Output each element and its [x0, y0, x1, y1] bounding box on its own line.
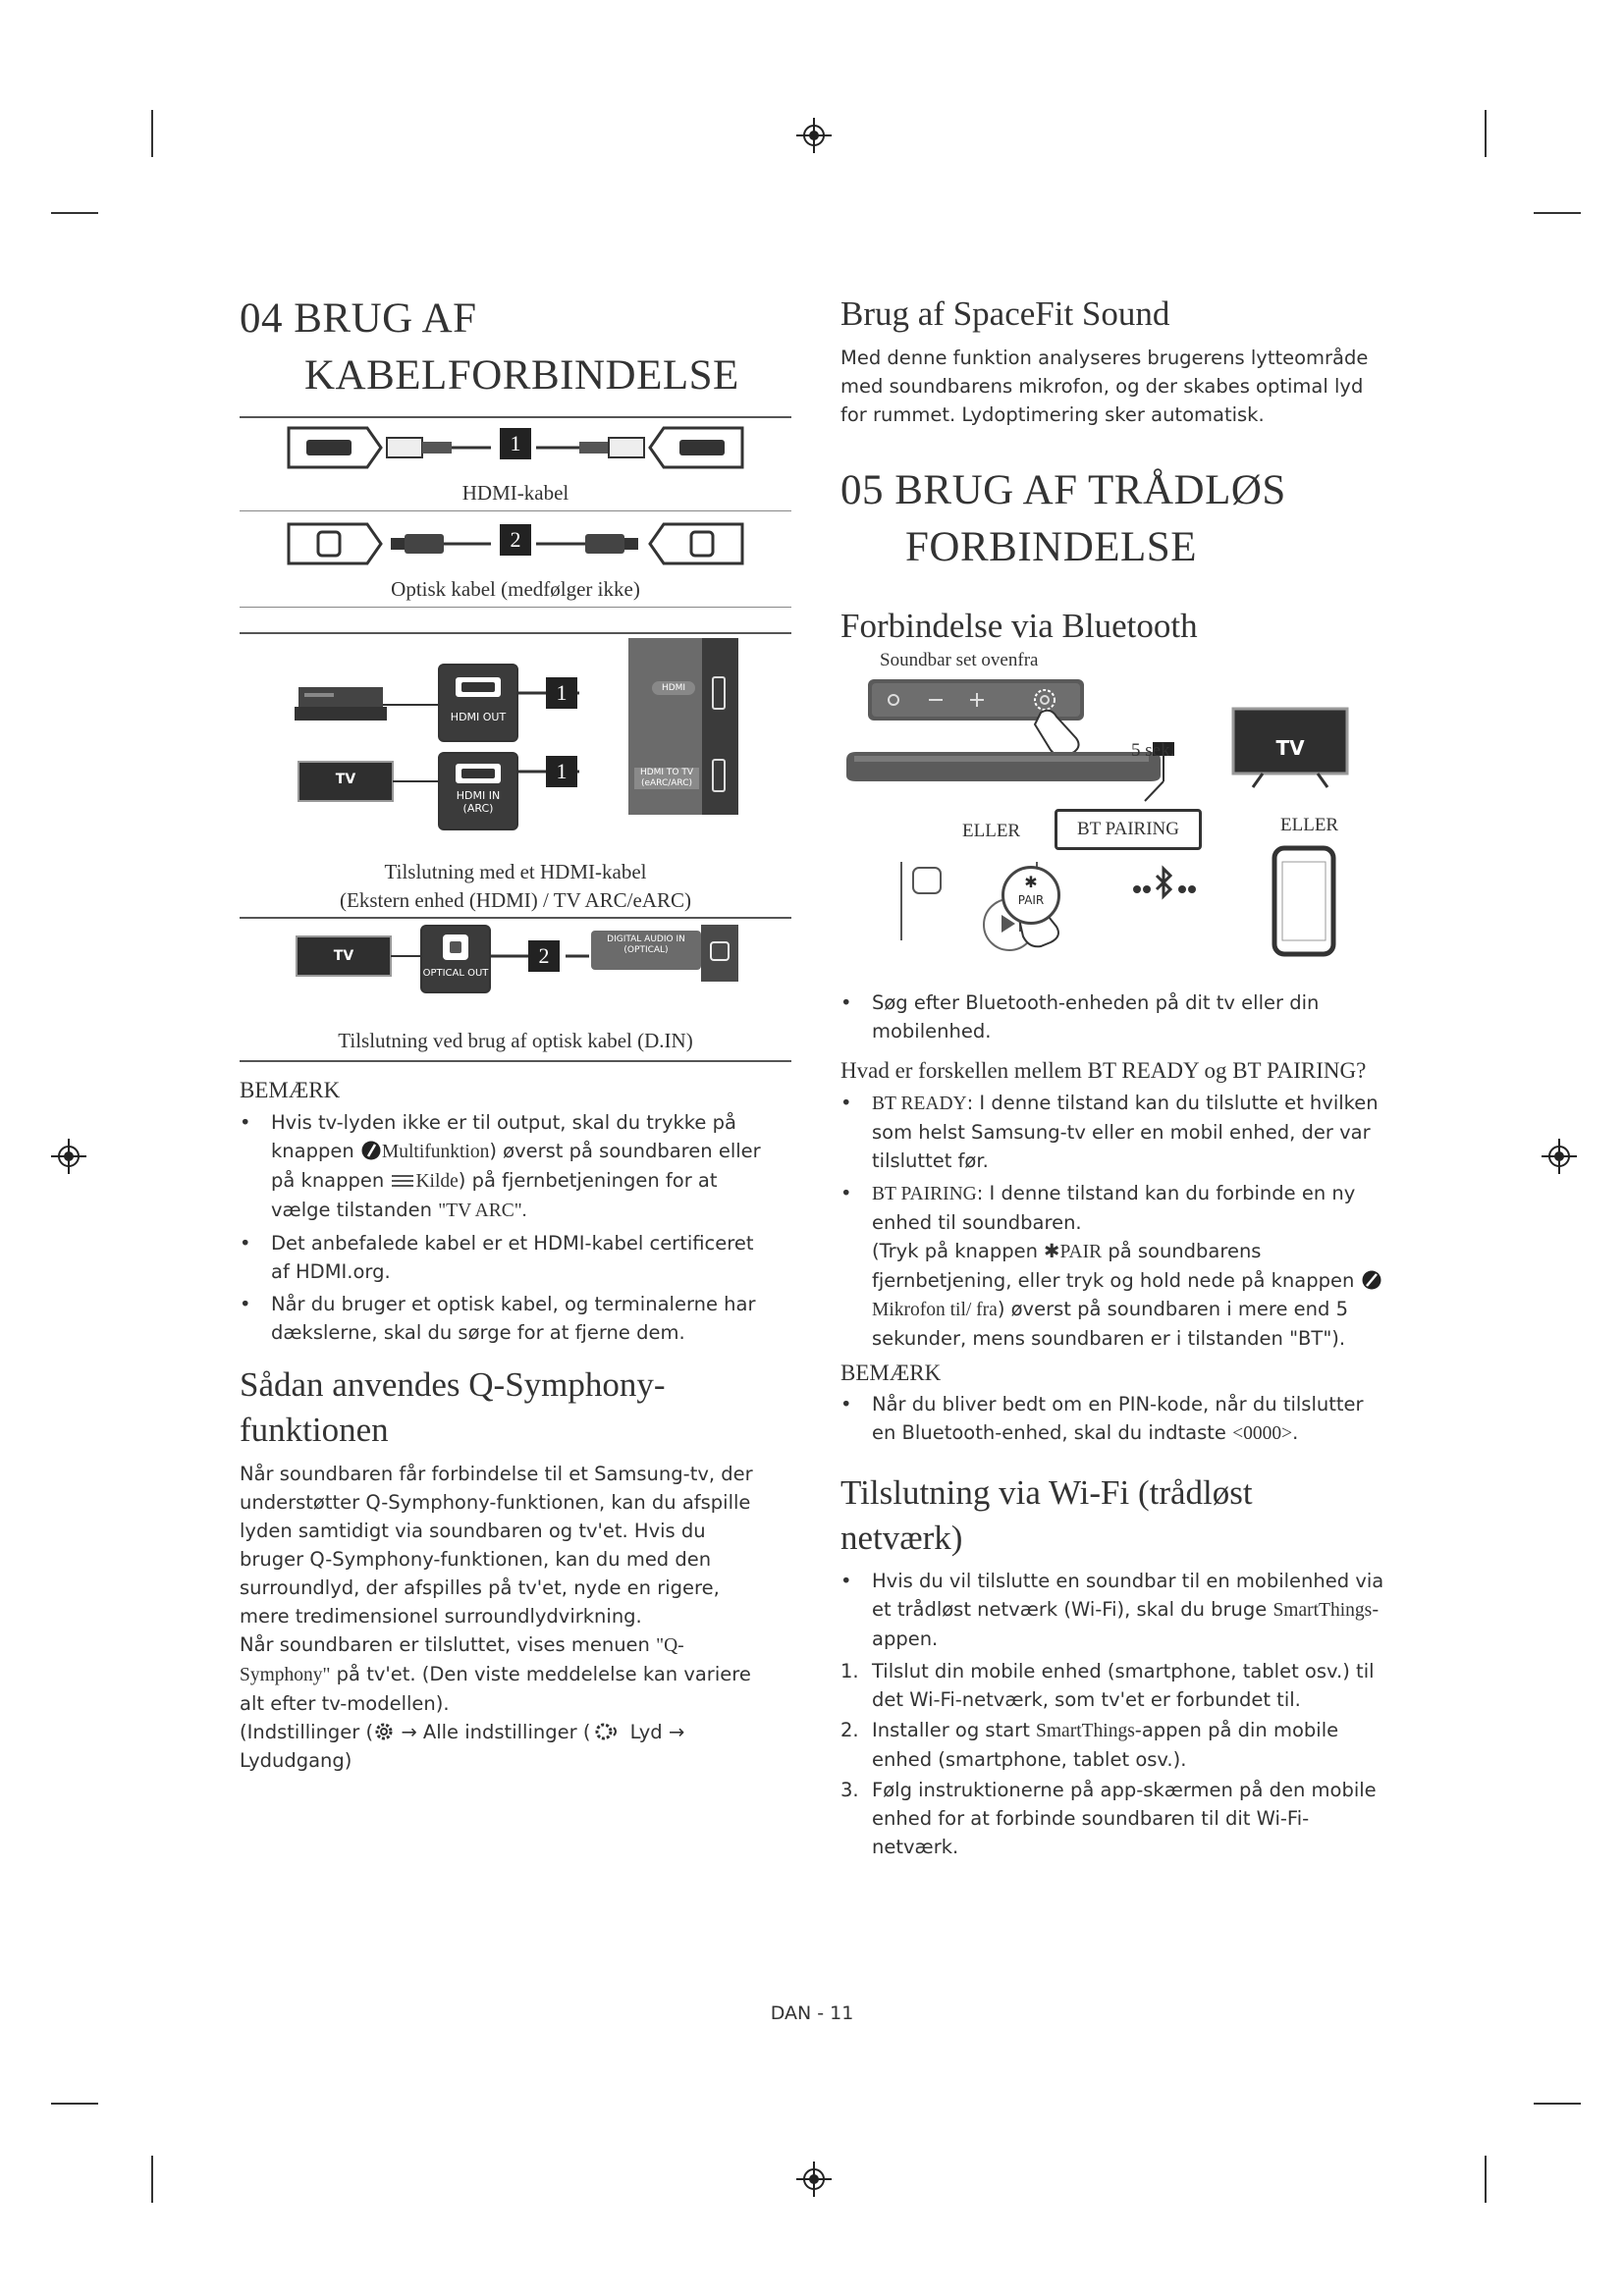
digital-audio-in-label: DIGITAL AUDIO IN (OPTICAL) [607, 934, 685, 955]
bluetooth-diagram [840, 648, 1371, 982]
section-04-title: 04 BRUG AF KABELFORBINDELSE [240, 295, 739, 399]
page-number: DAN - 11 [770, 2002, 854, 2024]
divider [240, 1060, 791, 1062]
soundbar-top-label: Soundbar set ovenfra [880, 650, 1039, 670]
crop-mark [1485, 110, 1487, 157]
bluetooth-icon: ✱ [1044, 1240, 1060, 1262]
optical-connection-caption: Tilslutning ved brug af optisk kabel (D.IN) [338, 1029, 693, 1052]
list-item: • BT READY: I denne tilstand kan du tilslutte et hvilken som helst Samsung-tv eller en mobil enhed, der var tilsluttet før. [840, 1089, 1390, 1175]
hdmi-connection-diagram [295, 638, 746, 815]
crop-mark [151, 2156, 153, 2203]
bluetooth-icon: ✱ [1024, 873, 1038, 891]
divider [240, 416, 791, 418]
pair-button: ✱ PAIR [1001, 866, 1060, 925]
list-item: • BT PAIRING: I denne tilstand kan du forbinde en ny enhed til soundbaren. (Tryk på knappen ✱PAIR på soundbarens fjernbetjening, eller tryk og hold nede på knappen Mikrofon til/ fra) øverst på soundbaren i mere end 5 sekunder, mens soundbaren er i tilstanden "BT"). [840, 1179, 1390, 1353]
step-badge: 1 [500, 428, 531, 459]
crop-mark [1534, 2103, 1581, 2105]
optical-connection-diagram [295, 925, 746, 997]
tv-label: TV [1275, 736, 1305, 760]
registration-mark-icon [1542, 1139, 1577, 1174]
or-label: ELLER [1280, 815, 1339, 835]
list-item: • Det anbefalede kabel er et HDMI-kabel certificeret af HDMI.org. [240, 1229, 770, 1286]
source-icon [390, 1170, 415, 1190]
hdmi-port-label: HDMI [652, 681, 695, 695]
crop-mark [1534, 212, 1581, 214]
step-badge: 1 [546, 756, 577, 787]
tv-label: TV [333, 948, 354, 964]
five-seconds-label: 5 sek. [1131, 740, 1175, 761]
bluetooth-title: Forbindelse via Bluetooth [840, 607, 1198, 645]
crop-mark [51, 2103, 98, 2105]
bt-search-list [840, 988, 1371, 1049]
list-item: 1. Tilslut din mobile enhed (smartphone, tablet osv.) til det Wi-Fi-netværk, som tv'et er forbundet til. [840, 1660, 1375, 1711]
list-item: • Når du bruger et optisk kabel, og terminalerne har dækslerne, skal du sørge for at fjerne dem. [240, 1290, 770, 1347]
step-badge: 2 [528, 940, 560, 972]
step-badge: 1 [546, 677, 577, 709]
qsymphony-body: Når soundbaren får forbindelse til et Samsung-tv, der understøtter Q-Symphony-funktionen, kan du afspille lyden samtidigt via soundbaren og tv'et. Hvis du bruger Q-Symphony-funktionen, kan du med den surroundlyd, der afspilles på tv'et, nyde en rigere, mere tredimensionel surroundlydvirkning. Når soundbaren er tilsluttet, vises menuen "Q-Symphony" på tv'et. (Den viste meddelelse kan variere alt efter tv-modellen). (Indstillinger ( → Alle indstillinger ( Lyd → Lydudgang) [240, 1463, 753, 1772]
note-heading: BEMÆRK [240, 1078, 341, 1102]
wifi-body [840, 1567, 1390, 1863]
hdmi-in-port: HDMI IN (ARC) [438, 752, 518, 830]
bt-diff-heading: Hvad er forskellen mellem BT READY og BT PAIRING? [840, 1058, 1367, 1083]
optical-out-port: OPTICAL OUT [420, 925, 491, 993]
pin-note-list [840, 1390, 1371, 1452]
note-list [240, 1108, 770, 1351]
mic-off-icon [1361, 1269, 1382, 1291]
registration-mark-icon [796, 2162, 832, 2197]
divider [240, 607, 791, 608]
hdmi-out-port: HDMI OUT [438, 664, 518, 742]
note-heading: BEMÆRK [840, 1361, 942, 1385]
crop-mark [51, 212, 98, 214]
tv-label: TV [335, 772, 356, 787]
list-item: 3. Følg instruktionerne på app-skærmen på den mobile enhed for at forbinde soundbaren til dit Wi-Fi-netværk. [840, 1779, 1377, 1858]
section-05-title: 05 BRUG AF TRÅDLØS FORBINDELSE [840, 467, 1286, 570]
divider [240, 510, 791, 511]
registration-mark-icon [51, 1139, 86, 1174]
step-badge: 2 [500, 524, 531, 556]
list-item: • Søg efter Bluetooth-enheden på dit tv eller din mobilenhed. [840, 988, 1371, 1045]
divider [240, 917, 791, 919]
registration-mark-icon [796, 118, 832, 153]
settings-gear-icon [373, 1721, 395, 1742]
list-item: • Hvis tv-lyden ikke er til output, skal du trykke på knappen Multifunktion) øverst på soundbaren eller på knappen Kilde) på fjernbetjeningen for at vælge tilstanden "TV ARC". [240, 1108, 770, 1225]
bt-mode-list [840, 1089, 1390, 1357]
crop-mark [1485, 2156, 1487, 2203]
spacefit-body: Med denne funktion analyseres brugerens lytteområde med soundbarens mikrofon, og der skabes optimal lyd for rummet. Lydoptimering sker automatisk. [840, 347, 1369, 426]
hdmi-connection-caption: Tilslutning med et HDMI-kabel (Ekstern enhed (HDMI) / TV ARC/eARC) [340, 860, 691, 912]
list-item: • Når du bliver bedt om en PIN-kode, når du tilslutter en Bluetooth-enhed, skal du indtaste <0000>. [840, 1390, 1371, 1448]
hdmi-to-tv-label: HDMI TO TV (eARC/ARC) [634, 768, 699, 789]
list-item: 2. Installer og start SmartThings-appen på din mobile enhed (smartphone, tablet osv.). [840, 1719, 1339, 1771]
or-label: ELLER [962, 821, 1021, 841]
optical-cable-caption: Optisk kabel (medfølger ikke) [391, 577, 640, 601]
multifunction-icon [360, 1140, 382, 1161]
divider [240, 632, 791, 634]
wifi-title: Tilslutning via Wi-Fi (trådløst netværk) [840, 1473, 1253, 1557]
hdmi-cable-caption: HDMI-kabel [461, 481, 569, 505]
list-item: • Hvis du vil tilslutte en soundbar til en mobilenhed via et trådløst netværk (Wi-Fi), skal du bruge SmartThings-appen. [840, 1567, 1390, 1653]
sound-settings-icon [590, 1721, 623, 1742]
qsymphony-title: Sådan anvendes Q-Symphony- funktionen [240, 1365, 666, 1449]
crop-mark [151, 110, 153, 157]
bt-pairing-box: BT PAIRING [1055, 809, 1202, 850]
spacefit-title: Brug af SpaceFit Sound [840, 294, 1170, 333]
